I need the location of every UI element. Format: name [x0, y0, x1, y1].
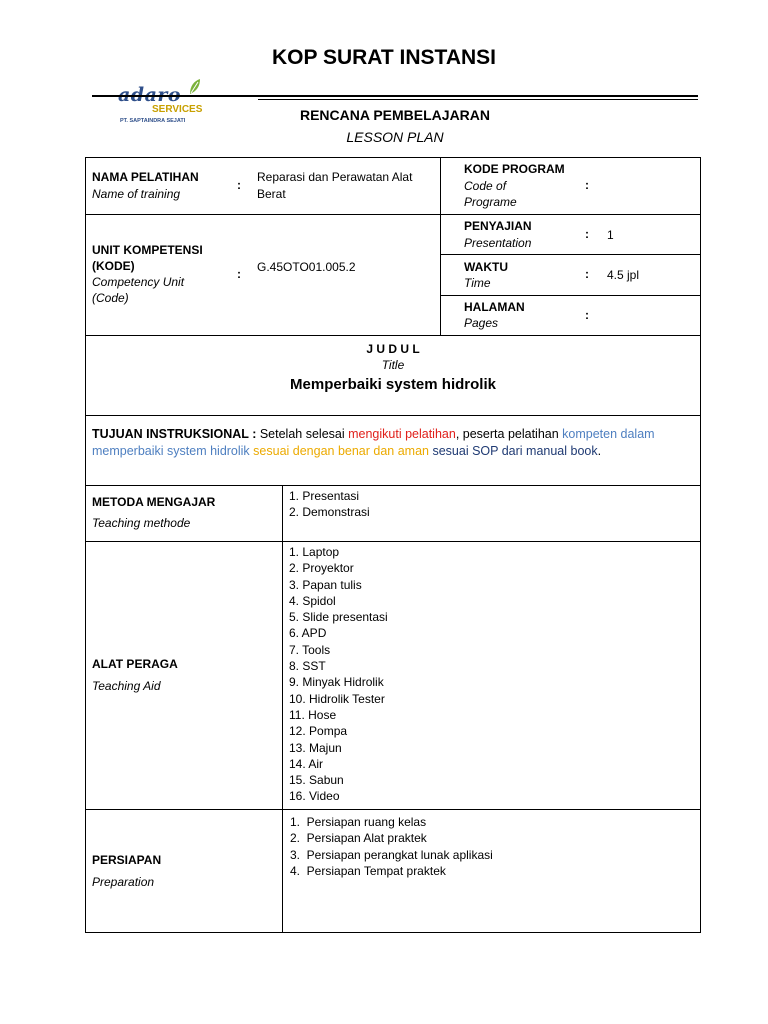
unit-kompetensi-label-en-2: (Code) [92, 291, 129, 305]
unit-kompetensi-label-1: UNIT KOMPETENSI [92, 243, 203, 257]
waktu-label: WAKTU [464, 260, 508, 274]
tujuan-seg6: sesuai dengan benar dan aman [249, 444, 429, 458]
list-item: 15. Sabun [289, 773, 344, 788]
kode-program-colon: : [585, 178, 589, 192]
persiapan-label-cell [85, 809, 283, 933]
waktu-value: 4.5 jpl [607, 268, 640, 282]
list-item: 14. Air [289, 756, 324, 771]
alat-label-en: Teaching Aid [92, 679, 161, 693]
list-item: 9. Minyak Hidrolik [289, 675, 384, 690]
halaman-colon: : [585, 308, 589, 322]
list-item: 2. Demonstrasi [289, 505, 370, 520]
list-item: 2. Persiapan Alat praktek [290, 831, 427, 846]
alat-label: ALAT PERAGA [92, 657, 178, 671]
tujuan-seg3: , peserta pelatihan [455, 427, 563, 441]
list-item: 4. Persiapan Tempat praktek [290, 863, 446, 878]
unit-kompetensi-colon: : [237, 267, 241, 281]
unit-kompetensi-value: G.45OTO01.005.2 [257, 260, 356, 274]
list-item: 3. Papan tulis [289, 577, 362, 592]
persiapan-label: PERSIAPAN [92, 853, 162, 867]
judul-label-en: Title [381, 358, 405, 372]
tujuan-seg1: Setelah selesai [259, 427, 349, 441]
list-item: 7. Tools [289, 642, 331, 657]
list-item: 3. Persiapan perangkat lunak aplikasi [290, 847, 493, 862]
list-item: 8. SST [289, 659, 326, 674]
penyajian-label: PENYAJIAN [464, 219, 532, 233]
nama-pelatihan-label: NAMA PELATIHAN [92, 170, 199, 184]
nama-pelatihan-value-1: Reparasi dan Perawatan Alat [257, 170, 413, 184]
tujuan-colon: : [248, 427, 260, 441]
metoda-label-en: Teaching methode [92, 516, 191, 530]
waktu-colon: : [585, 267, 589, 281]
tujuan-seg4: kompeten dalam [562, 427, 655, 441]
list-item: 1. Presentasi [289, 489, 360, 503]
nama-pelatihan-value-2: Berat [257, 187, 286, 201]
list-item: 11. Hose [289, 707, 337, 722]
list-item: 5. Slide presentasi [289, 610, 388, 625]
logo-company-text: PT. SAPTAINDRA SEJATI [120, 118, 186, 124]
header-rule-thin [258, 99, 698, 100]
nama-pelatihan-colon: : [237, 178, 241, 192]
judul-label: J U D U L [366, 342, 420, 356]
unit-kompetensi-label-2: (KODE) [92, 259, 135, 273]
tujuan-text [92, 426, 692, 460]
tujuan-seg5: memperbaiki system hidrolik [92, 444, 250, 458]
list-item: 1. Laptop [289, 545, 340, 559]
persiapan-list [290, 814, 493, 879]
nama-pelatihan-label-en: Name of training [92, 187, 181, 201]
list-item: 12. Pompa [289, 724, 348, 739]
kode-program-label: KODE PROGRAM [464, 162, 565, 176]
list-item: 10. Hidrolik Tester [289, 691, 385, 706]
tujuan-seg8: . [597, 444, 602, 458]
alat-label-cell [85, 541, 283, 810]
document-subtitle: LESSON PLAN [346, 129, 444, 145]
penyajian-label-en: Presentation [464, 236, 532, 250]
list-item: 16. Video [289, 789, 340, 804]
logo-services-text: SERVICES [152, 104, 203, 115]
tujuan-seg7: sesuai SOP dari manual book [429, 444, 598, 458]
list-item: 6. APD [289, 626, 327, 641]
kode-program-label-en-1: Code of [464, 179, 507, 193]
document-title: RENCANA PEMBELAJARAN [299, 107, 491, 123]
list-item: 1. Persiapan ruang kelas [290, 815, 427, 829]
tujuan-label: TUJUAN INSTRUKSIONAL [92, 427, 249, 441]
list-item: 4. Spidol [289, 593, 336, 608]
judul-value: Memperbaiki system hidrolik [290, 376, 496, 393]
halaman-label: HALAMAN [464, 300, 525, 314]
penyajian-colon: : [585, 227, 589, 241]
leaf-icon [188, 78, 202, 96]
halaman-label-en: Pages [464, 316, 499, 330]
tujuan-seg2: mengikuti pelatihan [348, 427, 456, 441]
metoda-list [289, 488, 370, 521]
unit-kompetensi-label-en-1: Competency Unit [92, 275, 185, 289]
metoda-label: METODA MENGAJAR [92, 495, 216, 509]
logo-brand-text: adaro [118, 84, 182, 106]
waktu-label-en: Time [464, 276, 491, 290]
list-item: 13. Majun [289, 740, 342, 755]
alat-list [289, 544, 388, 805]
header-rule-thick [92, 95, 698, 97]
kode-program-label-en-2: Programe [464, 195, 517, 209]
list-item: 2. Proyektor [289, 561, 354, 576]
persiapan-label-en: Preparation [92, 875, 155, 889]
kop-surat-title: KOP SURAT INSTANSI [271, 46, 497, 69]
penyajian-value: 1 [607, 228, 614, 242]
